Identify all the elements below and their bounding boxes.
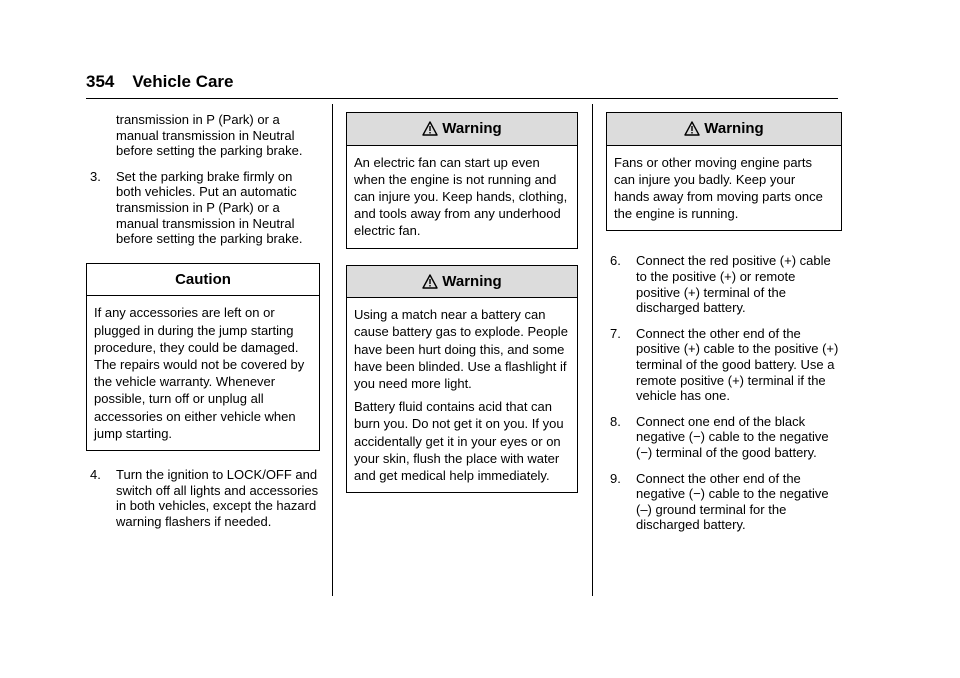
page-number: 354 <box>86 72 115 91</box>
step-7 <box>606 326 842 404</box>
step-text: Connect the red positive (+) cable to the positive (+) or remote positive (+) terminal of the discharged battery. <box>636 253 831 316</box>
section-title: Vehicle Care <box>132 72 234 91</box>
warning-body: An electric fan can start up even when the engine is not running and can injure you. Keep hands, clothing, and tools away from any underhood electric fan. <box>354 154 568 239</box>
warning-box-moving-parts <box>606 112 842 231</box>
caution-title: Caution <box>87 264 319 297</box>
warning-box-battery <box>346 265 578 494</box>
step-text: Connect the other end of the positive (+) cable to the positive (+) terminal of the good battery. Use a remote positive (+) terminal if the vehicle has one. <box>636 325 839 404</box>
column-1 <box>86 112 320 529</box>
step-text: Turn the ignition to LOCK/OFF and switch off all lights and accessories in both vehicles, except the hazard warning flashers if needed. <box>116 466 319 529</box>
step-number: 4. <box>90 466 101 482</box>
warning-title: Warning <box>442 120 502 137</box>
header-rule <box>86 98 838 99</box>
step-3 <box>86 169 320 247</box>
step-number: 7. <box>610 325 621 341</box>
warning-title: Warning <box>704 120 764 137</box>
step-2-continuation: transmission in P (Park) or a manual transmission in Neutral before setting the parking brake. <box>116 112 303 159</box>
column-3 <box>606 112 842 533</box>
warning-body-para-2: Battery fluid contains acid that can burn you. Do not get it on you. If you accidentally get it in your eyes or on your skin, flush the place with water and get medical help immediately. <box>354 399 564 484</box>
page-header <box>86 72 234 92</box>
warning-triangle-icon <box>422 274 438 289</box>
caution-box <box>86 263 320 451</box>
step-number: 8. <box>610 413 621 429</box>
caution-body: If any accessories are left on or plugged in during the jump starting procedure, they could be damaged. The repairs would not be covered by the vehicle warranty. Whenever possible, turn off or unplug all accessories on either vehicle when jump starting. <box>94 305 305 441</box>
step-4 <box>86 467 320 529</box>
step-text: Connect one end of the black negative (−) cable to the negative (−) terminal of the good battery. <box>636 413 829 460</box>
step-9 <box>606 471 842 533</box>
step-6 <box>606 253 842 315</box>
step-number: 6. <box>610 253 621 269</box>
step-text: Set the parking brake firmly on both vehicles. Put an automatic transmission in P (Park) or a manual transmission in Neutral before setting the parking brake. <box>116 168 303 247</box>
warning-body: Fans or other moving engine parts can injure you badly. Keep your hands away from moving parts once the engine is running. <box>614 154 823 222</box>
column-2 <box>346 112 578 509</box>
column-divider-2 <box>592 104 593 596</box>
warning-body-para-1: Using a match near a battery can cause battery gas to explode. People have been hurt doing this, and some have been blinded. Use a flashlight if you need more light. <box>354 307 568 392</box>
step-number: 9. <box>610 470 621 486</box>
warning-triangle-icon <box>422 121 438 136</box>
warning-title: Warning <box>442 272 502 290</box>
step-number: 3. <box>90 168 101 184</box>
column-divider-1 <box>332 104 333 596</box>
warning-triangle-icon <box>684 121 700 136</box>
step-text: Connect the other end of the negative (−) cable to the negative (–) ground terminal for the discharged battery. <box>636 470 829 533</box>
warning-box-fan <box>346 112 578 249</box>
step-8 <box>606 414 842 461</box>
